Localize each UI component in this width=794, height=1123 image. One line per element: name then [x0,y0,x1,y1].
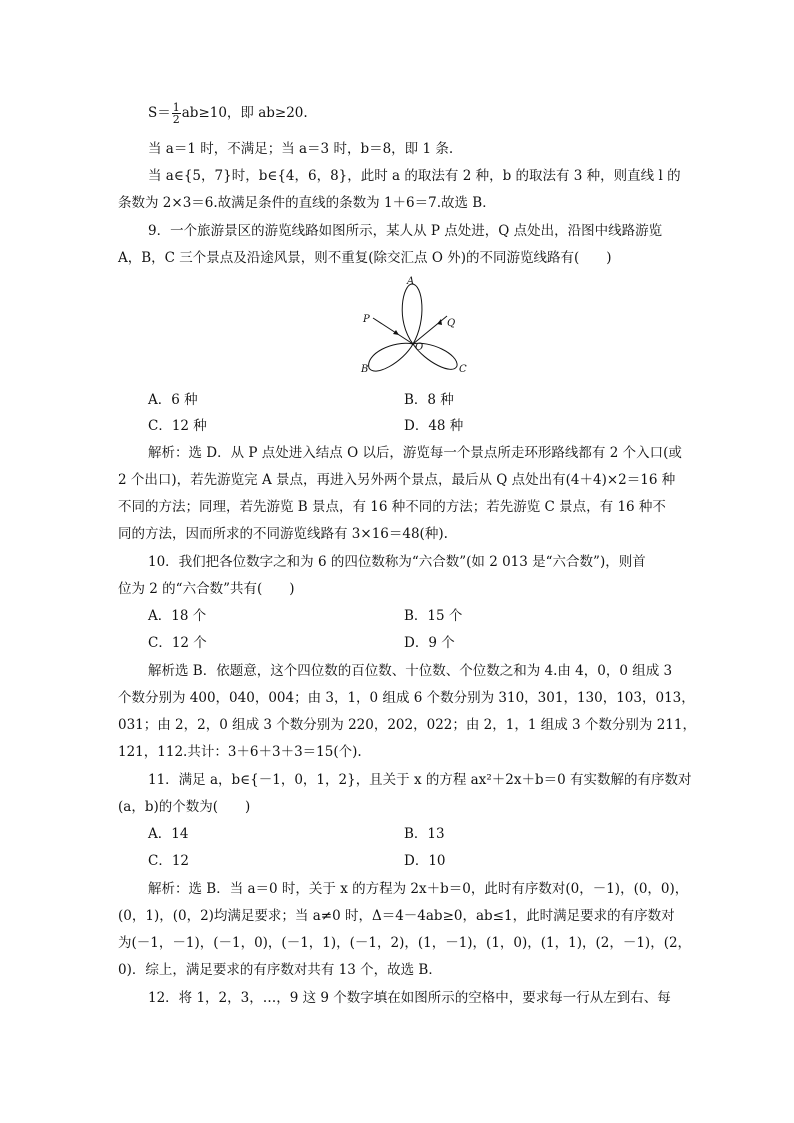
text-line: 当 a∈{5，7}时，b∈{4，6，8}，此时 a 的取法有 2 种，b 的取法有 3 种，则直线 l 的 [148,168,681,184]
fraction-denominator: 2 [172,113,180,126]
question-10-line: 10．我们把各位数字之和为 6 的四位数称为“六合数”(如 2 013 是“六合数”)，则首 [148,554,646,570]
option-d: D．9 个 [404,635,455,651]
question-11-line: 11．满足 a，b∈{－1，0，1，2}，且关于 x 的方程 ax²＋2x＋b＝0 有实数解的有序数对 [148,772,692,788]
option-b: B．13 [404,826,445,842]
exit-line-q [413,316,447,344]
entry-line-p [373,318,413,344]
tour-route-figure [355,272,475,384]
text-line: 条数为 2×3＝6.故满足条件的直线的条数为 1＋6＝7.故选 B． [118,195,496,211]
option-b: B．15 个 [404,608,463,624]
question-11-line: (a，b)的个数为( ) [118,799,251,815]
fraction-one-half [172,102,181,125]
option-d: D．48 种 [404,418,464,434]
option-c: C．12 [148,853,190,869]
answer-11-line: 解析：选 B．当 a＝0 时，关于 x 的方程为 2x＋b＝0，此时有序数对(0，－1)，(0，0)， [148,881,689,897]
answer-10-line: 031；由 2，2，0 组成 3 个数分别为 220，202，022；由 2，1，1 组成 3 个数分别为 211， [118,717,696,733]
option-c: C．12 种 [148,418,207,434]
option-b: B．8 种 [404,392,454,408]
answer-11-line: 为(－1，－1)，(－1，0)，(－1，1)，(－1，2)，(1，－1)，(1，0)，(1，1)，(2，－1)，(2， [118,935,692,951]
option-d: D．10 [404,853,446,869]
question-10-line: 位为 2 的“六合数”共有( ) [118,581,295,597]
option-c: C．12 个 [148,635,207,651]
label-o: O [415,342,424,353]
fraction-numerator: 1 [172,101,180,114]
option-a: A．18 个 [148,608,207,624]
option-a: A．6 种 [148,392,198,408]
formula-suffix: ab≥10，即 ab≥20. [181,105,308,121]
label-c: C [459,364,467,375]
answer-10-line: 121，112.共计：3＋6＋3＋3＝15(个). [118,744,362,760]
entry-arrow-icon [393,330,399,335]
label-q: Q [447,318,456,329]
answer-9-line: 不同的方法；同理，若先游览 B 景点，有 16 种不同的方法；若先游览 C 景点，有 16 种不 [118,499,666,515]
answer-11-line: (0，1)，(0，2)均满足要求；当 a≠0 时，Δ＝4－4ab≥0，ab≤1，此时满足要求的有序数对 [118,908,675,924]
area-formula-line [148,102,708,125]
label-p: P [363,314,370,325]
loop-a [402,284,422,344]
loop-b [369,343,413,371]
label-a: A [407,276,415,287]
text-line: 当 a＝1 时，不满足；当 a＝3 时，b＝8，即 1 条. [148,141,454,157]
answer-10-line: 个数分别为 400，040，004；由 3，1，0 组成 6 个数分别为 310，301，130，103，013， [118,690,695,706]
answer-10-line: 解析选 B．依题意，这个四位数的百位数、十位数、个位数之和为 4.由 4，0，0 组成 3 [148,663,673,679]
question-9-line: A，B，C 三个景点及沿途风景，则不重复(除交汇点 O 外)的不同游览线路有( ) [118,250,612,266]
answer-9-line: 解析：选 D．从 P 点处进入结点 O 以后，游览每一个景点所走环形路线都有 2 个入口(或 [148,445,682,461]
answer-9-line: 同的方法，因而所求的不同游览线路有 3×16＝48(种). [118,526,448,542]
exit-arrow-icon [437,319,442,325]
formula-prefix: S＝ [148,105,171,121]
answer-9-line: 2 个出口)，若先游览完 A 景点，再进入另外两个景点，最后从 Q 点处出有(4＋4)×2＝16 种 [118,472,676,488]
answer-11-line: 0)．综上，满足要求的有序数对共有 13 个，故选 B． [118,962,442,978]
option-a: A．14 [148,826,189,842]
label-b: B [361,364,369,375]
question-12-line: 12．将 1，2，3，…，9 这 9 个数字填在如图所示的空格中，要求每一行从左到右、每 [148,990,671,1006]
question-9-line: 9．一个旅游景区的游览线路如图所示，某人从 P 点处进，Q 点处出，沿图中线路游览 [148,223,663,239]
